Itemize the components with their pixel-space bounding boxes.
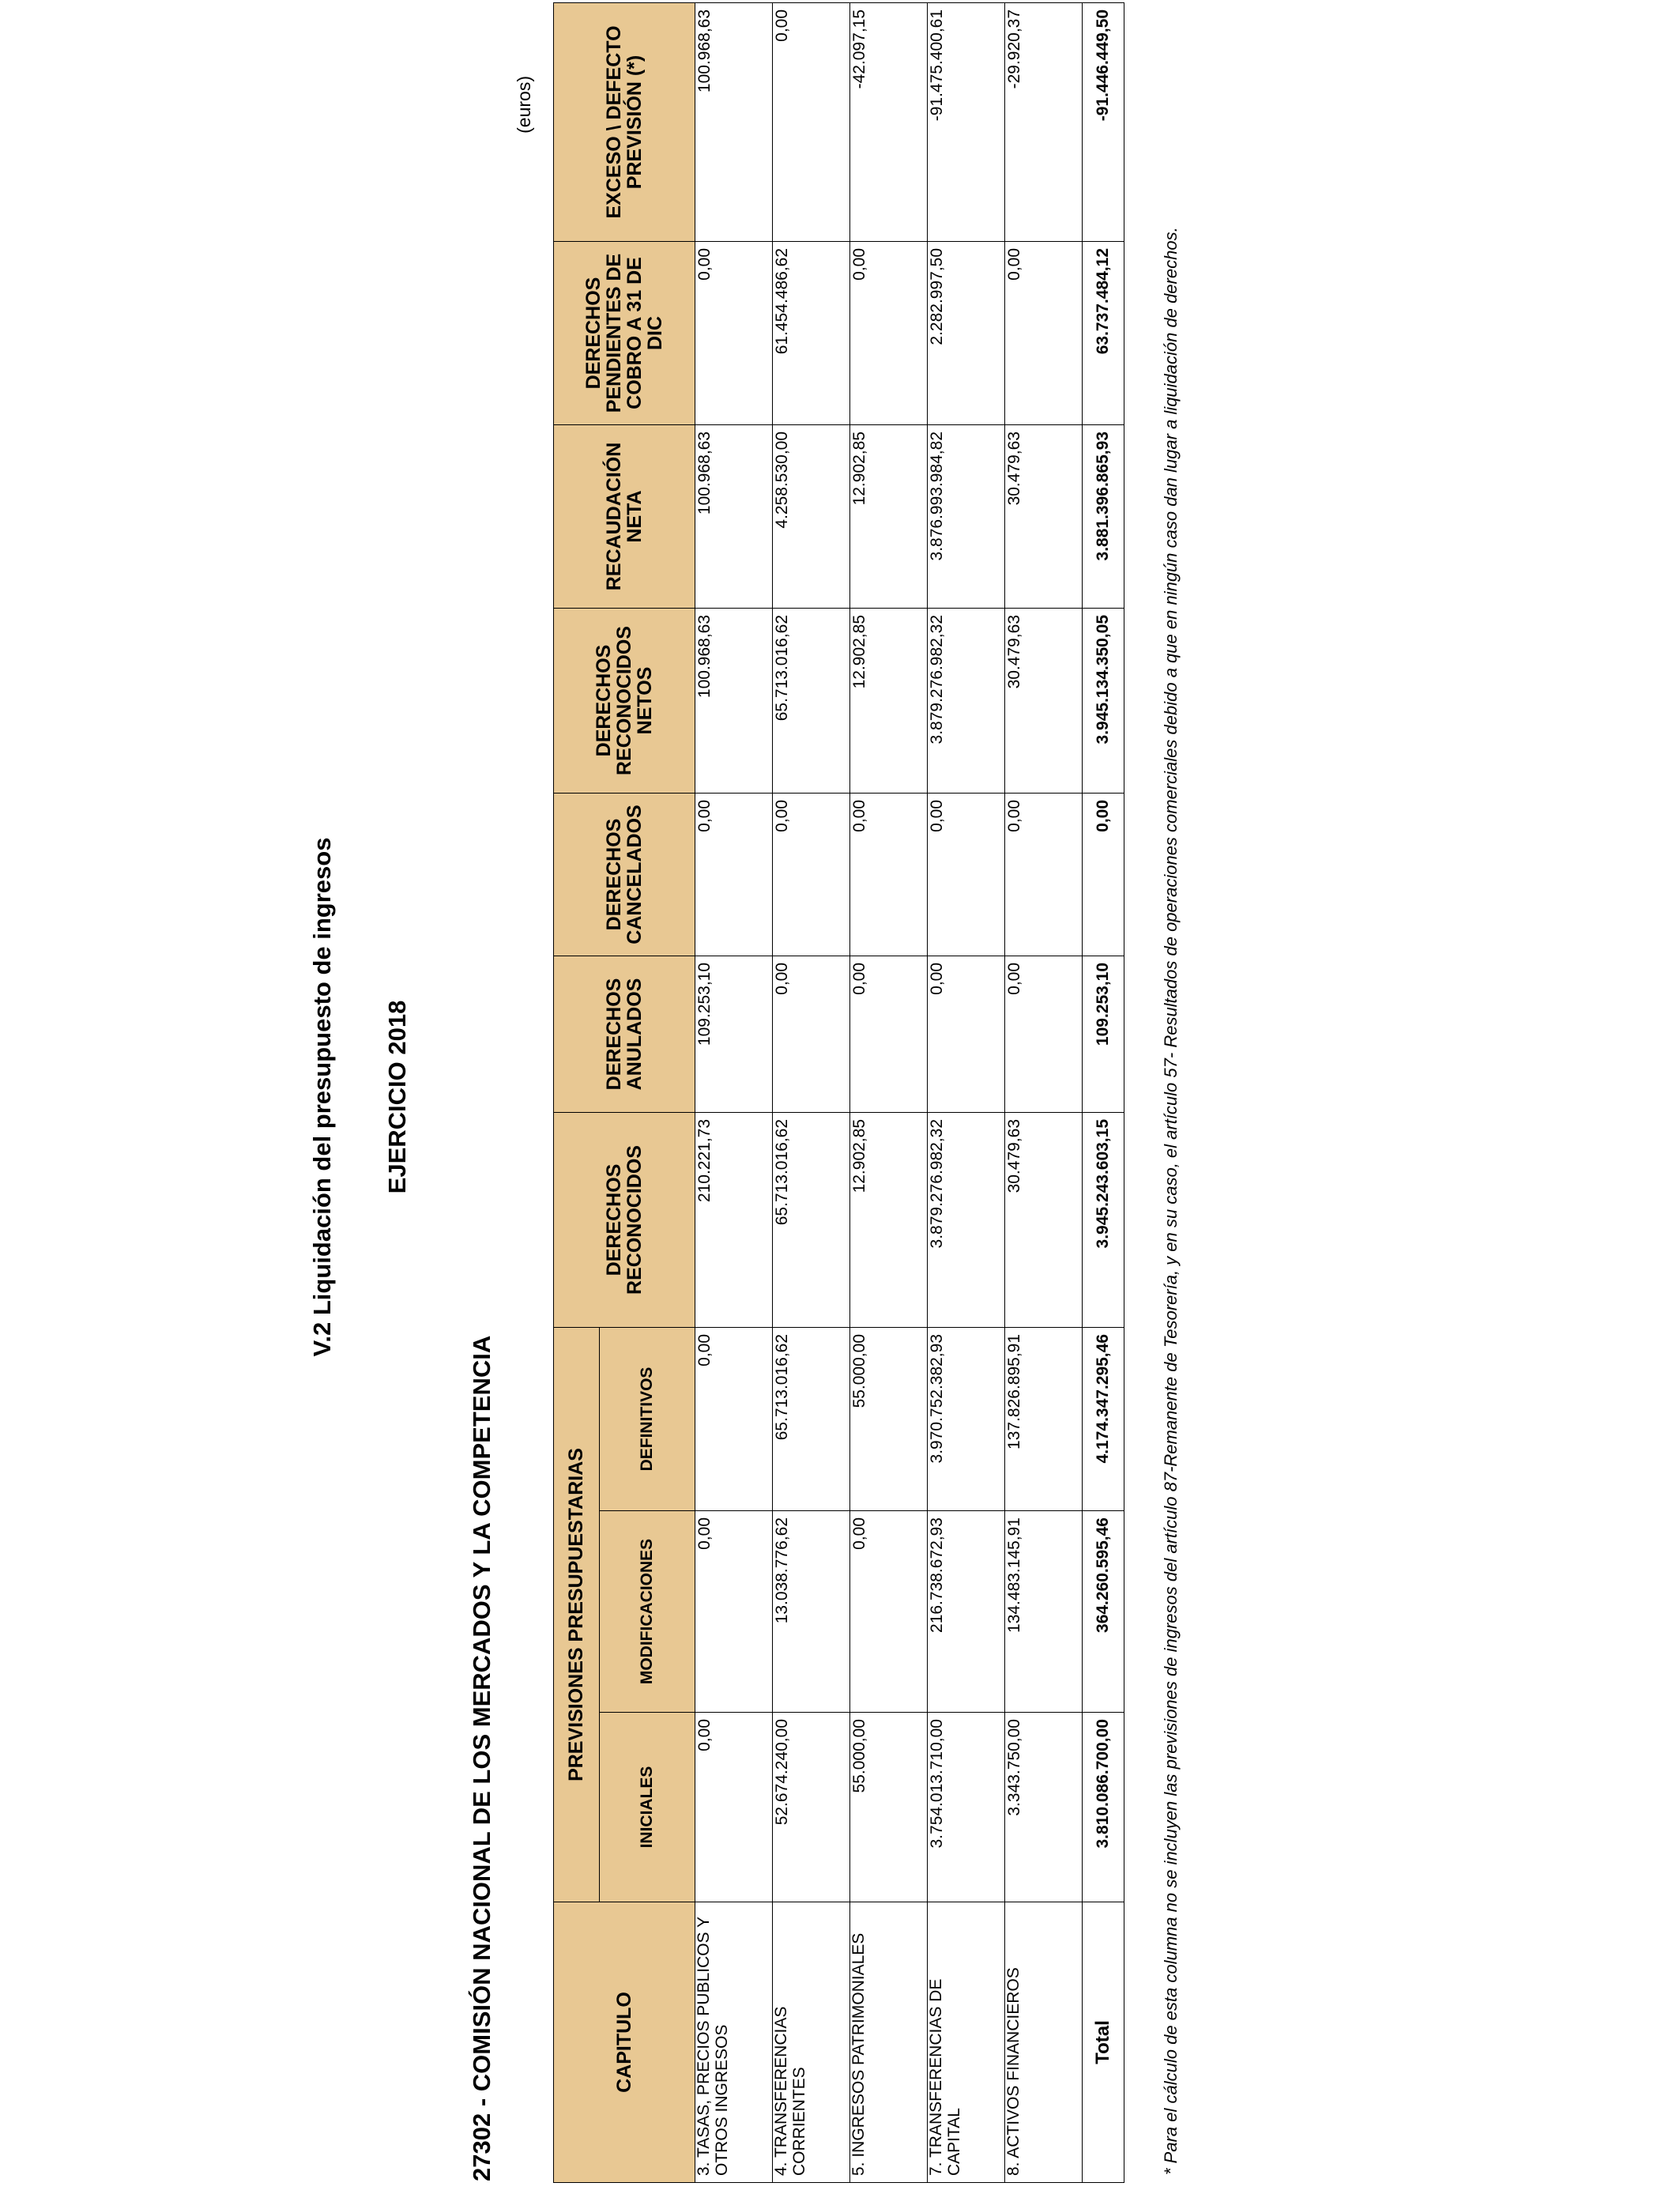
table-row	[928, 2, 1005, 2182]
table-row	[695, 2, 773, 2182]
exercise-year: EJERCICIO 2018	[383, 1000, 411, 1194]
cell-modificaciones: 13.038.776,62	[773, 1511, 850, 1713]
cell-recaudacion: 12.902,85	[850, 424, 928, 608]
cell-modificaciones: 216.738.672,93	[928, 1511, 1005, 1713]
total-anulados: 109.253,10	[1083, 956, 1124, 1112]
col-header-capitulo: CAPITULO	[554, 1902, 695, 2183]
col-header-modificaciones: MODIFICACIONES	[600, 1511, 695, 1713]
cell-netos: 100.968,63	[695, 608, 773, 793]
cell-exceso: -42.097,15	[850, 2, 928, 241]
table-row	[1005, 2, 1083, 2182]
cell-anulados: 109.253,10	[695, 956, 773, 1112]
document-title: V.2 Liquidación del presupuesto de ingresos	[308, 837, 336, 1357]
cell-reconocidos: 12.902,85	[850, 1112, 928, 1327]
total-pendientes: 63.737.484,12	[1083, 241, 1124, 424]
cell-anulados: 0,00	[928, 956, 1005, 1112]
total-modificaciones: 364.260.595,46	[1083, 1511, 1124, 1713]
cell-pendientes: 61.454.486,62	[773, 241, 850, 424]
row-capitulo: 3. TASAS, PRECIOS PUBLICOS Y OTROS INGRESOS	[695, 1902, 773, 2183]
cell-anulados: 0,00	[773, 956, 850, 1112]
cell-netos: 12.902,85	[850, 608, 928, 793]
cell-reconocidos: 3.879.276.982,32	[928, 1112, 1005, 1327]
row-capitulo: 5. INGRESOS PATRIMONIALES	[850, 1902, 928, 2183]
col-header-derechos-reconocidos: DERECHOS RECONOCIDOS	[554, 1112, 695, 1327]
total-reconocidos: 3.945.243.603,15	[1083, 1112, 1124, 1327]
cell-reconocidos: 210.221,73	[695, 1112, 773, 1327]
cell-recaudacion: 100.968,63	[695, 424, 773, 608]
cell-recaudacion: 4.258.530,00	[773, 424, 850, 608]
total-recaudacion: 3.881.396.865,93	[1083, 424, 1124, 608]
cell-pendientes: 0,00	[1005, 241, 1083, 424]
cell-definitivos: 55.000,00	[850, 1327, 928, 1510]
cell-exceso: 100.968,63	[695, 2, 773, 241]
cell-cancelados: 0,00	[773, 793, 850, 956]
cell-modificaciones: 134.483.145,91	[1005, 1511, 1083, 1713]
cell-exceso: -29.920,37	[1005, 2, 1083, 241]
cell-reconocidos: 30.479,63	[1005, 1112, 1083, 1327]
total-definitivos: 4.174.347.295,46	[1083, 1327, 1124, 1510]
row-capitulo: 7. TRANSFERENCIAS DE CAPITAL	[928, 1902, 1005, 2183]
cell-pendientes: 0,00	[695, 241, 773, 424]
total-iniciales: 3.810.086.700,00	[1083, 1713, 1124, 1902]
cell-cancelados: 0,00	[850, 793, 928, 956]
col-header-derechos-netos: DERECHOS RECONOCIDOS NETOS	[554, 608, 695, 793]
cell-pendientes: 0,00	[850, 241, 928, 424]
cell-exceso: -91.475.400,61	[928, 2, 1005, 241]
cell-definitivos: 65.713.016,62	[773, 1327, 850, 1510]
table-row	[773, 2, 850, 2182]
cell-anulados: 0,00	[850, 956, 928, 1112]
cell-recaudacion: 30.479,63	[1005, 424, 1083, 608]
cell-iniciales: 52.674.240,00	[773, 1713, 850, 1902]
header-group-row	[554, 2, 600, 2182]
cell-cancelados: 0,00	[695, 793, 773, 956]
total-netos: 3.945.134.350,05	[1083, 608, 1124, 793]
col-header-iniciales: INICIALES	[600, 1713, 695, 1902]
row-capitulo: 8. ACTIVOS FINANCIEROS	[1005, 1902, 1083, 2183]
cell-cancelados: 0,00	[1005, 793, 1083, 956]
cell-definitivos: 0,00	[695, 1327, 773, 1510]
entity-name: 27302 - COMISIÓN NACIONAL DE LOS MERCADOS Y LA COMPETENCIA	[468, 1335, 495, 2181]
col-header-derechos-anulados: DERECHOS ANULADOS	[554, 956, 695, 1112]
cell-pendientes: 2.282.997,50	[928, 241, 1005, 424]
total-cancelados: 0,00	[1083, 793, 1124, 956]
col-header-pendientes: DERECHOS PENDIENTES DE COBRO A 31 DE DIC	[554, 241, 695, 424]
row-capitulo: 4. TRANSFERENCIAS CORRIENTES	[773, 1902, 850, 2183]
cell-netos: 30.479,63	[1005, 608, 1083, 793]
cell-iniciales: 0,00	[695, 1713, 773, 1902]
cell-netos: 3.879.276.982,32	[928, 608, 1005, 793]
units-label: (euros)	[514, 76, 534, 134]
cell-iniciales: 3.754.013.710,00	[928, 1713, 1005, 1902]
total-row	[1083, 2, 1124, 2182]
cell-anulados: 0,00	[1005, 956, 1083, 1112]
cell-iniciales: 3.343.750,00	[1005, 1713, 1083, 1902]
cell-exceso: 0,00	[773, 2, 850, 241]
total-exceso: -91.446.449,50	[1083, 2, 1124, 241]
col-header-exceso: EXCESO \ DEFECTO PREVISIÓN (*)	[554, 2, 695, 241]
cell-definitivos: 137.826.895,91	[1005, 1327, 1083, 1510]
cell-modificaciones: 0,00	[695, 1511, 773, 1713]
total-label: Total	[1083, 1902, 1124, 2183]
cell-reconocidos: 65.713.016,62	[773, 1112, 850, 1327]
cell-cancelados: 0,00	[928, 793, 1005, 956]
cell-definitivos: 3.970.752.382,93	[928, 1327, 1005, 1510]
cell-iniciales: 55.000,00	[850, 1713, 928, 1902]
col-header-definitivos: DEFINITIVOS	[600, 1327, 695, 1510]
col-header-previsiones: PREVISIONES PRESUPUESTARIAS	[554, 1327, 600, 1902]
table-row	[850, 2, 928, 2182]
cell-netos: 65.713.016,62	[773, 608, 850, 793]
col-header-derechos-cancelados: DERECHOS CANCELADOS	[554, 793, 695, 956]
cell-modificaciones: 0,00	[850, 1511, 928, 1713]
col-header-recaudacion: RECAUDACIÓN NETA	[554, 424, 695, 608]
footnote: * Para el cálculo de esta columna no se incluyen las previsiones de ingresos del artículo 87-Remanente de Tesorería, y en su caso, el artículo 57- Resultados de operaciones comerciales debido a que en ningún caso dan lugar a liquidación de derechos.	[1161, 227, 1181, 2175]
cell-recaudacion: 3.876.993.984,82	[928, 424, 1005, 608]
budget-table	[553, 2, 1124, 2183]
